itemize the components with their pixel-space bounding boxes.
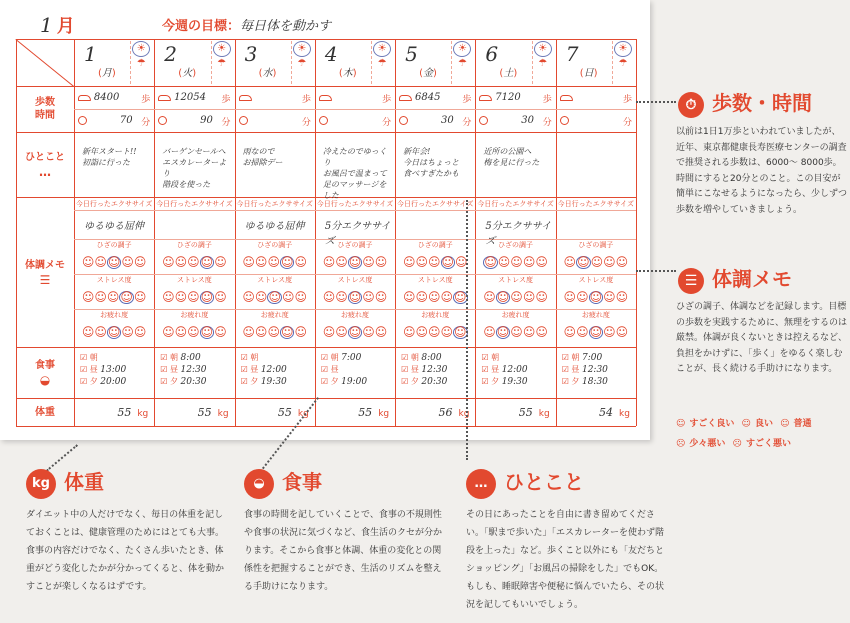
weight-cell[interactable]: 55 kg	[117, 406, 149, 419]
day-header: 4 (木) ☀ ☂	[315, 39, 395, 86]
face-icon[interactable]: ☺	[577, 255, 590, 269]
weather-divider	[532, 41, 533, 84]
face-icon[interactable]: ☺	[322, 290, 336, 304]
row-divider	[16, 426, 636, 427]
face-icon[interactable]: ☺	[415, 255, 429, 269]
sun-icon: ☀	[213, 41, 231, 57]
sun-icon: ☀	[373, 41, 391, 57]
timer-icon	[239, 116, 248, 125]
shoe-icon	[399, 95, 412, 101]
face-icon[interactable]: ☺	[603, 290, 616, 304]
face-icon[interactable]: ☺	[374, 255, 388, 269]
face-icon[interactable]: ☺	[522, 325, 536, 339]
subrow-header: ひざの調子	[417, 241, 453, 249]
meal-cell[interactable]: ☑ 朝 8:00 ☑ 昼 12:30 ☑ 夕 20:30	[401, 353, 448, 387]
face-icon[interactable]: ☺	[294, 325, 307, 339]
sun-icon: ☀	[293, 41, 311, 57]
face-icon[interactable]: ☺	[200, 255, 214, 269]
face-icon[interactable]: ☺	[615, 325, 629, 339]
subrow-header: お疲れ度	[180, 311, 209, 319]
shoe-icon	[560, 95, 573, 101]
memo-section-text: ひざの調子、体調などを記録します。目標の歩数を実践するために、無理をするのは厳禁。体調が良くないときは控えるなど、負担をかけずに、「歩く」をゆるく楽しむことが、長く続ける手助けになります。	[676, 302, 848, 374]
subrow-header: ひざの調子	[578, 241, 614, 249]
subrow-header: ひざの調子	[257, 241, 293, 249]
face-icon[interactable]: ☺	[106, 290, 120, 304]
day-header: 7 (日) ☀ ☂	[556, 39, 636, 86]
face-icon[interactable]: ☺	[402, 290, 416, 304]
meal-section-text: 食事の時間を記していくことで、食事の不規則性や食事の状況に気づくなど、食生活のクセが分かります。そこから食事と体調、体重の変化との関係性を把握することができ、生活のリズムを整える手助けになります。	[244, 510, 443, 592]
meal-section-title: ◒ 食事	[244, 466, 322, 499]
face-icon[interactable]: ☺	[280, 255, 294, 269]
face-icon[interactable]: ☺	[441, 255, 455, 269]
face-icon[interactable]: ☺	[535, 290, 548, 304]
face-icon[interactable]: ☺	[107, 255, 121, 269]
umbrella-icon: ☂	[136, 58, 146, 69]
weight-cell[interactable]: 56 kg	[438, 406, 470, 419]
face-icon[interactable]: ☺	[335, 255, 348, 269]
face-icon[interactable]: ☺	[242, 290, 255, 304]
sun-icon: ☀	[132, 41, 150, 57]
face-icon[interactable]: ☺	[187, 255, 200, 269]
face-icon[interactable]: ☺	[133, 290, 147, 304]
face-icon[interactable]: ☺	[589, 290, 603, 304]
umbrella-icon: ☂	[297, 58, 307, 69]
sun-icon: ☀	[534, 41, 552, 57]
list-icon: ☰	[678, 268, 704, 294]
subrow-header: ストレス度	[337, 276, 373, 284]
row-label: 食事 ◒	[16, 359, 74, 387]
steps-cell[interactable]: 8400 歩	[78, 92, 150, 105]
minutes-cell[interactable]: 90 分	[158, 115, 230, 128]
face-icon[interactable]: ☺	[362, 255, 375, 269]
face-icon[interactable]: ☺	[94, 255, 107, 269]
timer-icon	[399, 116, 408, 125]
face-icon[interactable]: ☺	[214, 255, 227, 269]
subrow-header: ひざの調子	[176, 241, 212, 249]
kg-badge-icon: kg	[26, 469, 56, 499]
weight-cell[interactable]: 54 kg	[599, 406, 630, 419]
subrow-header: ストレス度	[578, 276, 614, 284]
weather-selector[interactable]	[613, 41, 633, 71]
face-rating[interactable]	[395, 290, 475, 304]
face-icon[interactable]: ☺	[187, 325, 200, 339]
weight-cell[interactable]: 55 kg	[197, 406, 229, 419]
minutes-cell[interactable]: 30 分	[399, 115, 471, 128]
face-icon[interactable]: ☺	[174, 255, 188, 269]
face-icon[interactable]: ☺	[214, 290, 227, 304]
row-divider	[16, 86, 636, 87]
hitokoto-cell[interactable]: バーゲンセールへ エスカレーターより 階段を使った	[162, 147, 227, 189]
face-rating[interactable]	[395, 325, 475, 339]
minutes-cell[interactable]: 分	[319, 115, 391, 128]
column-divider	[235, 39, 236, 426]
face-rating[interactable]	[74, 255, 154, 269]
face-icon[interactable]: ☺	[483, 290, 496, 304]
weather-divider	[291, 41, 292, 84]
face-rating[interactable]	[154, 290, 234, 304]
hitokoto-cell[interactable]: 新年スタート!! 初詣に行った	[82, 147, 137, 167]
row-divider	[16, 132, 636, 133]
face-icon[interactable]: ☺	[242, 325, 255, 339]
subrow-header: お疲れ度	[421, 311, 450, 319]
face-icon[interactable]: ☺	[200, 290, 214, 304]
face-icon[interactable]: ☺	[415, 290, 429, 304]
face-icon[interactable]: ☺	[603, 325, 616, 339]
weather-selector[interactable]	[131, 41, 151, 71]
subrow-header: ストレス度	[257, 276, 293, 284]
face-icon[interactable]: ☺	[362, 290, 375, 304]
weight-section-title: kg 体重	[26, 466, 104, 499]
face-icon[interactable]: ☺	[322, 325, 336, 339]
list-icon: ☰	[39, 272, 51, 287]
face-icon[interactable]: ☺	[174, 325, 188, 339]
timer-icon	[158, 116, 167, 125]
face-icon[interactable]: ☺	[415, 325, 429, 339]
face-icon[interactable]: ☺	[455, 255, 468, 269]
memo-divider	[74, 210, 636, 211]
exercise-cell[interactable]: ゆるゆる屈伸	[244, 221, 305, 232]
face-icon[interactable]: ☺	[162, 325, 175, 339]
hitokoto-cell[interactable]: 近所の公園へ 梅を見に行った	[483, 147, 540, 167]
weather-selector[interactable]	[372, 41, 392, 71]
speech-bubble-icon: …	[466, 469, 496, 499]
face-rating[interactable]	[475, 290, 555, 304]
face-icon[interactable]: ☺	[563, 325, 577, 339]
face-icon: ☹	[732, 439, 742, 449]
face-icon[interactable]: ☺	[454, 325, 467, 339]
face-icon[interactable]: ☺	[120, 290, 133, 304]
steps-cell[interactable]: 歩	[560, 92, 632, 105]
exercise-cell[interactable]: ゆるゆる屈伸	[84, 221, 144, 232]
face-icon[interactable]: ☺	[268, 290, 281, 304]
subrow-header: ストレス度	[177, 276, 212, 284]
subrow-header: ひざの調子	[498, 241, 534, 249]
subrow-header: お疲れ度	[340, 311, 369, 319]
face-icon[interactable]: ☺	[535, 255, 548, 269]
meal-cell[interactable]: ☑ 朝 7:00 ☑ 昼 ☑ 夕 19:00	[320, 353, 368, 387]
weight-cell[interactable]: 55 kg	[518, 406, 550, 419]
face-icon[interactable]: ☺	[454, 290, 467, 304]
meal-cell[interactable]: ☑ 朝 ☑ 昼 12:00 ☑ 夕 19:30	[481, 353, 528, 387]
face-icon[interactable]: ☺	[374, 325, 388, 339]
face-icon[interactable]: ☺	[563, 290, 577, 304]
umbrella-icon: ☂	[457, 58, 467, 69]
face-rating[interactable]	[235, 255, 315, 269]
shoe-icon	[479, 95, 492, 101]
umbrella-icon: ☂	[618, 58, 628, 69]
shoe-icon	[78, 95, 91, 101]
column-divider	[395, 39, 396, 426]
face-icon[interactable]: ☺	[294, 255, 307, 269]
subrow-header: ひざの調子	[96, 241, 132, 249]
meal-cell[interactable]: ☑ 朝 7:00 ☑ 昼 12:30 ☑ 夕 18:30	[561, 353, 608, 387]
face-icon[interactable]: ☺	[348, 255, 362, 269]
umbrella-icon: ☂	[217, 58, 227, 69]
minutes-cell[interactable]: 分	[239, 115, 311, 128]
weekly-goal: 今週の目標：毎日体を動かす	[162, 19, 332, 34]
face-icon[interactable]: ☺	[402, 325, 416, 339]
face-icon[interactable]: ☺	[94, 325, 107, 339]
face-icon[interactable]: ☺	[162, 290, 175, 304]
steps-cell[interactable]: 歩	[239, 92, 311, 105]
subrow-header: 今日行ったエクササイズ	[397, 200, 474, 208]
face-icon[interactable]: ☺	[133, 325, 147, 339]
weather-divider	[612, 41, 613, 84]
hitokoto-connector	[466, 200, 468, 460]
face-rating[interactable]	[556, 290, 636, 304]
face-rating[interactable]	[74, 325, 154, 339]
face-icon[interactable]: ☺	[522, 290, 536, 304]
face-rating[interactable]	[154, 325, 234, 339]
subrow-header: 今日行ったエクササイズ	[236, 200, 313, 208]
face-icon[interactable]: ☺	[440, 325, 454, 339]
face-icon[interactable]: ☺	[510, 325, 523, 339]
row-label: 体重	[35, 406, 55, 418]
subrow-header: 今日行ったエクササイズ	[75, 200, 153, 208]
face-icon[interactable]: ☺	[267, 325, 280, 339]
subrow-header: ひざの調子	[337, 241, 373, 249]
face-icon[interactable]: ☺	[242, 255, 255, 269]
face-icon[interactable]: ☺	[590, 255, 604, 269]
bowl-icon: ◒	[244, 469, 274, 499]
sun-icon: ☀	[453, 41, 471, 57]
face-icon[interactable]: ☺	[294, 290, 307, 304]
weather-divider	[211, 41, 212, 84]
timer-icon	[319, 116, 328, 125]
face-icon[interactable]: ☺	[615, 290, 629, 304]
minutes-cell[interactable]: 30 分	[479, 115, 551, 128]
timer-icon	[78, 116, 87, 125]
minutes-cell[interactable]: 70 分	[78, 115, 150, 128]
subrow-header: お疲れ度	[581, 311, 610, 319]
month-label: 1 月	[40, 13, 75, 37]
subrow-header: ストレス度	[417, 276, 453, 284]
column-divider	[556, 39, 557, 426]
face-icon[interactable]: ☺	[335, 290, 348, 304]
weather-selector[interactable]	[292, 41, 312, 71]
face-icon[interactable]: ☺	[496, 290, 510, 304]
steps-cell[interactable]: 12054 歩	[158, 92, 230, 105]
day-header: 6 (土) ☀ ☂	[475, 39, 555, 86]
subrow-header: お疲れ度	[260, 311, 289, 319]
weight-cell[interactable]: 55 kg	[277, 406, 309, 419]
speech-bubble-icon: …	[39, 165, 51, 179]
shoe-icon	[158, 95, 171, 101]
row-divider	[16, 398, 636, 399]
face-icon[interactable]: ☺	[107, 325, 121, 339]
face-rating[interactable]	[475, 325, 555, 339]
steps-section-text: 以前は1日1万歩といわれていましたが、近年、東京都健康長寿医療センターの調査で推奨される歩数は、6000～ 8000歩。時間にすると20分とのこと。この目安が簡単にこなせるようになったら、少しずつ歩数を増やしていきましょう。	[676, 127, 848, 215]
subrow-header: お疲れ度	[100, 311, 129, 319]
steps-cell[interactable]: 7120 歩	[479, 92, 551, 105]
face-icon[interactable]: ☺	[81, 255, 95, 269]
subrow-header: ストレス度	[96, 276, 132, 284]
memo-section-title: ☰ 体調メモ	[678, 263, 792, 294]
column-divider	[74, 39, 75, 426]
face-icon[interactable]: ☺	[322, 255, 336, 269]
weather-selector[interactable]	[533, 41, 553, 71]
face-icon[interactable]: ☺	[603, 255, 616, 269]
meal-cell[interactable]: ☑ 朝 ☑ 昼 12:00 ☑ 夕 19:30	[240, 353, 287, 387]
face-icon[interactable]: ☺	[402, 255, 416, 269]
hitokoto-section-text: その日にあったことを自由に書き留めてください。「駅まで歩いた」「エスカレーターを使わず階段を上った」など。歩くこと以外にも「友だちとショッピング」「お風呂の掃除をした」でもOK。もしも、睡眠障害や便秘に悩んでいたら、その状況を記してもいいでしょう。	[466, 510, 665, 610]
face-icon[interactable]: ☺	[267, 255, 280, 269]
face-rating[interactable]	[154, 255, 234, 269]
face-icon[interactable]: ☺	[162, 255, 175, 269]
face-icon[interactable]: ☺	[428, 255, 441, 269]
face-rating[interactable]	[556, 325, 636, 339]
subrow-header: ストレス度	[498, 276, 533, 284]
face-icon[interactable]: ☺	[522, 255, 536, 269]
row-label: 体調メモ ☰	[16, 259, 74, 287]
face-icon[interactable]: ☺	[589, 325, 603, 339]
column-divider	[475, 39, 476, 426]
face-icon[interactable]: ☺	[254, 325, 268, 339]
face-rating[interactable]	[315, 325, 395, 339]
weight-section-text: ダイエット中の人だけでなく、毎日の体重を記しておくことは、健康管理のためにはとても大事。食事の内容だけでなく、たくさん歩いたとき、体重がどう変化したかが分かってくると、体を動かすことが楽しくなるはずです。	[26, 510, 225, 592]
shoe-icon	[319, 95, 332, 101]
face-icon[interactable]: ☺	[440, 290, 454, 304]
weather-divider	[451, 41, 452, 84]
timer-icon: ⏱	[678, 92, 704, 118]
face-icon: ☺	[676, 419, 686, 429]
timer-icon	[479, 116, 488, 125]
face-icon[interactable]: ☺	[563, 255, 577, 269]
face-rating[interactable]	[556, 255, 636, 269]
face-icon: ☺	[780, 419, 790, 429]
header-diagonal	[15, 39, 74, 87]
face-icon[interactable]: ☺	[362, 325, 375, 339]
face-icon[interactable]: ☺	[200, 325, 214, 339]
exercise-cell[interactable]: 5分エクササイズ	[324, 221, 391, 247]
face-rating[interactable]	[315, 290, 395, 304]
face-legend: ☺ すごく良い ☺ 良い ☺ 普通 ☹ 少々悪い ☹ すごく悪い	[676, 419, 812, 449]
hitokoto-cell[interactable]: 雨なので お掃除デー	[242, 147, 283, 167]
hitokoto-cell[interactable]: 新年会! 今日はちょっと 食べすぎたかも	[403, 147, 460, 178]
weight-cell[interactable]: 55 kg	[358, 406, 390, 419]
face-icon: ☺	[741, 419, 751, 429]
face-icon[interactable]: ☺	[348, 325, 362, 339]
face-icon[interactable]: ☺	[121, 255, 134, 269]
face-icon[interactable]: ☺	[280, 325, 294, 339]
day-header: 3 (水) ☀ ☂	[235, 39, 315, 86]
face-icon[interactable]: ☺	[187, 290, 200, 304]
face-rating[interactable]	[74, 290, 154, 304]
face-icon[interactable]: ☺	[535, 325, 548, 339]
weather-divider	[130, 41, 131, 84]
face-icon[interactable]: ☺	[497, 255, 511, 269]
face-rating[interactable]	[235, 325, 315, 339]
face-icon[interactable]: ☺	[576, 325, 589, 339]
meal-cell[interactable]: ☑ 朝 ☑ 昼 13:00 ☑ 夕 20:00	[80, 353, 127, 387]
face-icon[interactable]: ☺	[510, 255, 523, 269]
face-icon[interactable]: ☺	[121, 325, 134, 339]
minutes-cell[interactable]: 分	[560, 115, 632, 128]
face-icon[interactable]: ☺	[428, 325, 441, 339]
weekly-goal-value[interactable]: 毎日体を動かす	[240, 19, 332, 34]
subrow-header: 今日行ったエクササイズ	[316, 200, 394, 208]
day-header: 5 (金) ☀ ☂	[395, 39, 475, 86]
subrow-header: お疲れ度	[501, 311, 530, 319]
face-icon[interactable]: ☺	[483, 325, 496, 339]
hitokoto-cell[interactable]: 冷えたのでゆっくり お風呂で温まって 足のマッサージをした	[322, 147, 387, 200]
subrow-header: 今日行ったエクササイズ	[557, 200, 635, 208]
face-icon[interactable]: ☺	[428, 290, 441, 304]
face-icon[interactable]: ☺	[254, 255, 268, 269]
weather-selector[interactable]	[452, 41, 472, 71]
day-header: 2 (火) ☀ ☂	[154, 39, 234, 86]
face-icon[interactable]: ☺	[174, 290, 188, 304]
weather-selector[interactable]	[212, 41, 232, 71]
face-rating[interactable]	[395, 255, 475, 269]
face-rating[interactable]	[235, 290, 315, 304]
face-icon[interactable]: ☺	[81, 290, 95, 304]
steps-connector	[636, 101, 676, 103]
meal-cell[interactable]: ☑ 朝 8:00 ☑ 昼 12:30 ☑ 夕 20:30	[160, 353, 207, 387]
face-icon[interactable]: ☺	[281, 290, 295, 304]
face-rating[interactable]	[315, 255, 395, 269]
face-icon[interactable]: ☺	[374, 290, 388, 304]
face-rating[interactable]	[475, 255, 555, 269]
row-divider	[16, 347, 636, 348]
umbrella-icon: ☂	[377, 58, 387, 69]
face-icon[interactable]: ☺	[94, 290, 107, 304]
subrow-header: 今日行ったエクササイズ	[156, 200, 233, 208]
timer-icon	[560, 116, 569, 125]
face-icon[interactable]: ☺	[484, 255, 497, 269]
weather-divider	[371, 41, 372, 84]
face-icon[interactable]: ☺	[496, 325, 510, 339]
umbrella-icon: ☂	[538, 58, 548, 69]
column-divider	[636, 39, 637, 426]
steps-time-divider	[74, 109, 636, 110]
sun-icon: ☀	[614, 41, 632, 57]
face-icon[interactable]: ☺	[576, 290, 589, 304]
steps-cell[interactable]: 歩	[319, 92, 391, 105]
column-divider	[315, 39, 316, 426]
steps-section-title: ⏱ 歩数・時間	[678, 87, 812, 118]
face-icon[interactable]: ☺	[214, 325, 227, 339]
steps-cell[interactable]: 6845 歩	[399, 92, 471, 105]
exercise-cell[interactable]: 5分エクササイズ	[485, 221, 552, 247]
row-label: ひとこと …	[16, 151, 74, 179]
day-header: 1 (月) ☀ ☂	[74, 39, 154, 86]
face-icon[interactable]: ☺	[81, 325, 95, 339]
column-divider	[154, 39, 155, 426]
face-icon[interactable]: ☺	[348, 290, 362, 304]
face-icon: ☹	[676, 439, 686, 449]
bowl-icon: ◒	[39, 373, 51, 387]
memo-connector	[636, 270, 676, 272]
face-icon[interactable]: ☺	[254, 290, 268, 304]
face-icon[interactable]: ☺	[615, 255, 629, 269]
row-label: 歩数 時間	[35, 97, 55, 121]
subrow-header: 今日行ったエクササイズ	[477, 200, 554, 208]
face-icon[interactable]: ☺	[133, 255, 147, 269]
shoe-icon	[239, 95, 252, 101]
face-icon[interactable]: ☺	[510, 290, 523, 304]
hitokoto-section-title: … ひとこと	[466, 466, 584, 499]
face-icon[interactable]: ☺	[335, 325, 348, 339]
